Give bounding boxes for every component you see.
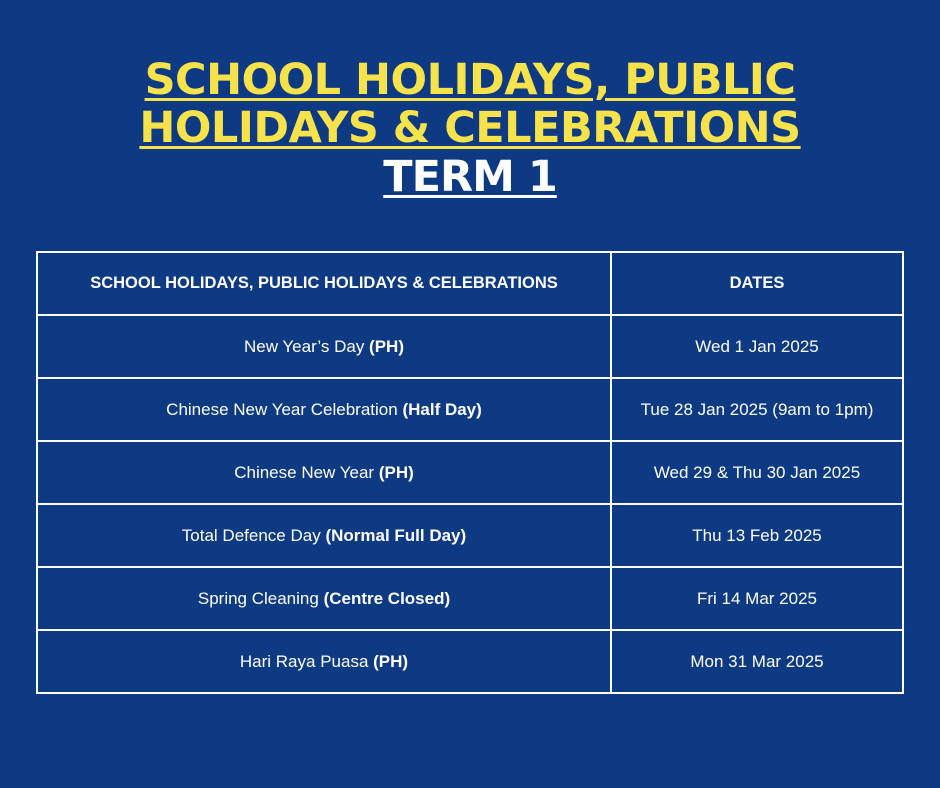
date-cell: Wed 1 Jan 2025	[611, 315, 903, 378]
table-row	[37, 315, 903, 378]
holiday-cell	[37, 378, 611, 441]
date-cell: Tue 28 Jan 2025 (9am to 1pm)	[611, 378, 903, 441]
holiday-cell	[37, 630, 611, 693]
table-row	[37, 378, 903, 441]
holiday-cell	[37, 504, 611, 567]
table-header-row	[37, 252, 903, 315]
holiday-tag: (PH)	[369, 336, 404, 356]
holiday-name: Chinese New Year	[234, 462, 375, 482]
title-block	[0, 56, 940, 202]
holidays-table	[36, 251, 904, 694]
holiday-name: Hari Raya Puasa	[239, 651, 369, 671]
date-cell: Mon 31 Mar 2025	[611, 630, 903, 693]
holiday-tag: (Half Day)	[402, 399, 482, 419]
holiday-name: Spring Cleaning	[197, 588, 319, 608]
header-holidays: SCHOOL HOLIDAYS, PUBLIC HOLIDAYS & CELEBRATIONS	[37, 252, 611, 315]
title-line-1: SCHOOL HOLIDAYS, PUBLIC	[144, 55, 796, 105]
holiday-tag: (PH)	[378, 462, 414, 482]
date-cell: Wed 29 & Thu 30 Jan 2025	[611, 441, 903, 504]
holiday-name: New Year’s Day	[243, 336, 365, 356]
holiday-tag: (Normal Full Day)	[325, 525, 467, 545]
holiday-tag: (PH)	[373, 651, 409, 671]
holiday-cell	[37, 567, 611, 630]
header-dates: DATES	[611, 252, 903, 315]
holiday-name: Chinese New Year Celebration	[166, 399, 398, 419]
table-row	[37, 504, 903, 567]
term-title: TERM 1	[383, 152, 557, 202]
table-row	[37, 630, 903, 693]
date-cell: Fri 14 Mar 2025	[611, 567, 903, 630]
table-row	[37, 567, 903, 630]
title-line-2: HOLIDAYS & CELEBRATIONS	[139, 103, 801, 153]
holiday-cell	[37, 315, 611, 378]
holiday-tag: (Centre Closed)	[323, 588, 451, 608]
holiday-name: Total Defence Day	[181, 525, 321, 545]
holiday-cell	[37, 441, 611, 504]
table-row	[37, 441, 903, 504]
date-cell: Thu 13 Feb 2025	[611, 504, 903, 567]
